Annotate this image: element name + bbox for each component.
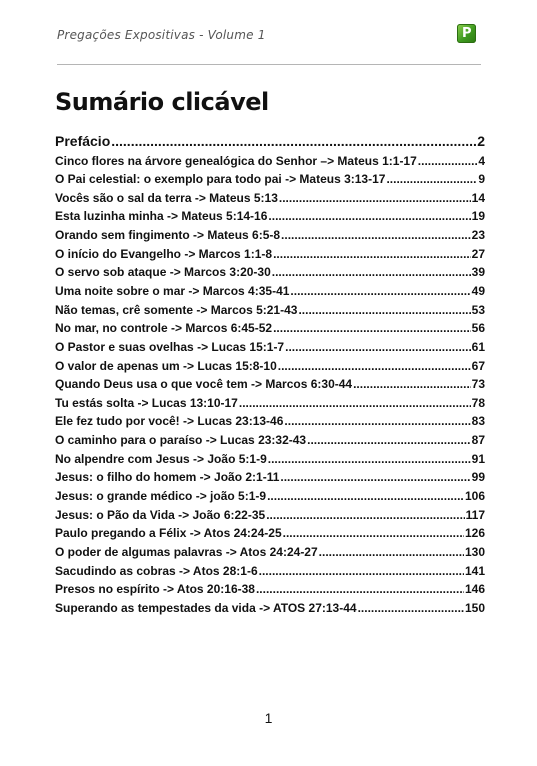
toc-title: Sumário clicável: [55, 88, 269, 116]
toc-dot-leader: [386, 172, 477, 186]
toc-dot-leader: [278, 359, 471, 373]
toc-entry-page: 53: [471, 302, 485, 317]
toc-entry[interactable]: [55, 265, 485, 284]
toc-entry-label: Paulo pregando a Félix -> Atos 24:24-25: [55, 526, 282, 541]
toc-entry[interactable]: [55, 414, 485, 433]
toc-entry[interactable]: [55, 154, 485, 173]
toc-entry-label: Ele fez tudo por você! -> Lucas 23:13-46: [55, 414, 284, 429]
toc-dot-leader: [353, 377, 471, 391]
toc-entry-page: 67: [471, 358, 485, 373]
table-of-contents: [55, 133, 485, 620]
toc-dot-leader: [284, 414, 470, 428]
toc-entry-page: 19: [471, 209, 485, 224]
toc-entry-page: 2: [477, 133, 485, 149]
toc-entry-label: Sacudindo as cobras -> Atos 28:1-6: [55, 563, 258, 578]
toc-entry[interactable]: [55, 228, 485, 247]
toc-entry[interactable]: [55, 545, 485, 564]
toc-dot-leader: [307, 433, 471, 447]
toc-entry[interactable]: [55, 526, 485, 545]
toc-entry-page: 14: [471, 190, 485, 205]
toc-dot-leader: [280, 470, 470, 484]
toc-entry-label: O poder de algumas palavras -> Atos 24:24-27: [55, 544, 318, 559]
toc-entry[interactable]: [55, 209, 485, 228]
toc-entry-label: Jesus: o filho do homem -> João 2:1-11: [55, 470, 280, 485]
toc-dot-leader: [268, 452, 471, 466]
toc-entry[interactable]: [55, 284, 485, 303]
toc-entry-page: 9: [478, 172, 485, 187]
toc-entry-page: 39: [471, 265, 485, 280]
toc-entry[interactable]: [55, 452, 485, 471]
toc-dot-leader: [111, 133, 476, 149]
toc-entry-label: Superando as tempestades da vida -> ATOS 27:13-44: [55, 600, 357, 615]
toc-dot-leader: [256, 582, 464, 596]
header-title: Pregações Expositivas - Volume 1: [57, 28, 266, 42]
toc-entry[interactable]: [55, 508, 485, 527]
toc-dot-leader: [273, 321, 471, 335]
toc-dot-leader: [283, 526, 464, 540]
toc-entry-page: 4: [478, 153, 485, 168]
toc-entry[interactable]: [55, 303, 485, 322]
toc-entry-page: 56: [471, 321, 485, 336]
toc-entry[interactable]: [55, 340, 485, 359]
toc-entry-label: O Pai celestial: o exemplo para todo pai -> Mateus 3:13-17: [55, 172, 386, 187]
toc-entry[interactable]: [55, 564, 485, 583]
toc-dot-leader: [259, 564, 464, 578]
toc-entry-label: Presos no espírito -> Atos 20:16-38: [55, 582, 255, 597]
toc-entry[interactable]: [55, 191, 485, 210]
toc-entry-page: 99: [471, 470, 485, 485]
toc-entry[interactable]: [55, 601, 485, 620]
toc-entry-label: No mar, no controle -> Marcos 6:45-52: [55, 321, 273, 336]
toc-entry-page: 141: [464, 563, 485, 578]
toc-entry-label: Cinco flores na árvore genealógica do Senhor –> Mateus 1:1-17: [55, 153, 417, 168]
toc-entry-page: 87: [471, 433, 485, 448]
toc-entry-page: 91: [471, 451, 485, 466]
toc-entry-page: 61: [471, 339, 485, 354]
toc-dot-leader: [267, 489, 464, 503]
toc-entry[interactable]: [55, 377, 485, 396]
toc-entry-page: 130: [464, 544, 485, 559]
toc-entry-label: O valor de apenas um -> Lucas 15:8-10: [55, 358, 277, 373]
toc-dot-leader: [272, 265, 471, 279]
toc-entry-page: 49: [471, 283, 485, 298]
toc-entry-label: Orando sem fingimento -> Mateus 6:5-8: [55, 228, 281, 243]
toc-entry-label: No alpendre com Jesus -> João 5:1-9: [55, 451, 267, 466]
toc-entry-label: Esta luzinha minha -> Mateus 5:14-16: [55, 209, 268, 224]
toc-entry-label: O servo sob ataque -> Marcos 3:20-30: [55, 265, 271, 280]
toc-entry-label: Jesus: o grande médico -> joão 5:1-9: [55, 489, 267, 504]
toc-dot-leader: [273, 247, 471, 261]
toc-entry[interactable]: [55, 396, 485, 415]
toc-entry-page: 146: [464, 582, 485, 597]
toc-entry-page: 73: [471, 377, 485, 392]
toc-dot-leader: [279, 191, 471, 205]
toc-entry-label: O caminho para o paraíso -> Lucas 23:32-43: [55, 433, 307, 448]
toc-entry[interactable]: [55, 247, 485, 266]
toc-dot-leader: [239, 396, 471, 410]
toc-entry-label: O Pastor e suas ovelhas -> Lucas 15:1-7: [55, 339, 285, 354]
toc-dot-leader: [358, 601, 464, 615]
toc-entry-page: 150: [464, 600, 485, 615]
toc-entry[interactable]: [55, 359, 485, 378]
toc-entry[interactable]: [55, 489, 485, 508]
toc-entry[interactable]: [55, 470, 485, 489]
toc-entry-label: Uma noite sobre o mar -> Marcos 4:35-41: [55, 283, 290, 298]
toc-entry[interactable]: [55, 321, 485, 340]
toc-dot-leader: [418, 154, 478, 168]
toc-entry[interactable]: [55, 172, 485, 191]
toc-dot-leader: [266, 508, 464, 522]
logo-icon: P: [457, 24, 476, 43]
toc-dot-leader: [319, 545, 464, 559]
toc-entry[interactable]: [55, 433, 485, 452]
toc-entry-label: Vocês são o sal da terra -> Mateus 5:13: [55, 190, 278, 205]
toc-entry[interactable]: [55, 582, 485, 601]
toc-dot-leader: [285, 340, 471, 354]
toc-entry-label: Prefácio: [55, 133, 111, 149]
toc-entry-page: 23: [471, 228, 485, 243]
toc-entry-label: Quando Deus usa o que você tem -> Marcos 6:30-44: [55, 377, 353, 392]
toc-entry-page: 27: [471, 246, 485, 261]
header-divider: [57, 64, 481, 65]
toc-dot-leader: [298, 303, 470, 317]
toc-entry-label: Jesus: o Pão da Vida -> João 6:22-35: [55, 507, 266, 522]
toc-dot-leader: [281, 228, 471, 242]
page-number: 1: [264, 710, 273, 726]
toc-dot-leader: [268, 209, 470, 223]
toc-entry-label: Não temas, crê somente -> Marcos 5:21-43: [55, 302, 298, 317]
toc-entry-page: 126: [464, 526, 485, 541]
toc-dot-leader: [290, 284, 470, 298]
toc-entry-label: Tu estás solta -> Lucas 13:10-17: [55, 395, 238, 410]
toc-entry-label: O início do Evangelho -> Marcos 1:1-8: [55, 246, 273, 261]
toc-entry-prefacio[interactable]: [55, 133, 485, 153]
toc-entry-page: 106: [464, 489, 485, 504]
toc-entry-page: 117: [465, 507, 485, 522]
toc-entry-page: 83: [471, 414, 485, 429]
toc-entry-page: 78: [471, 395, 485, 410]
